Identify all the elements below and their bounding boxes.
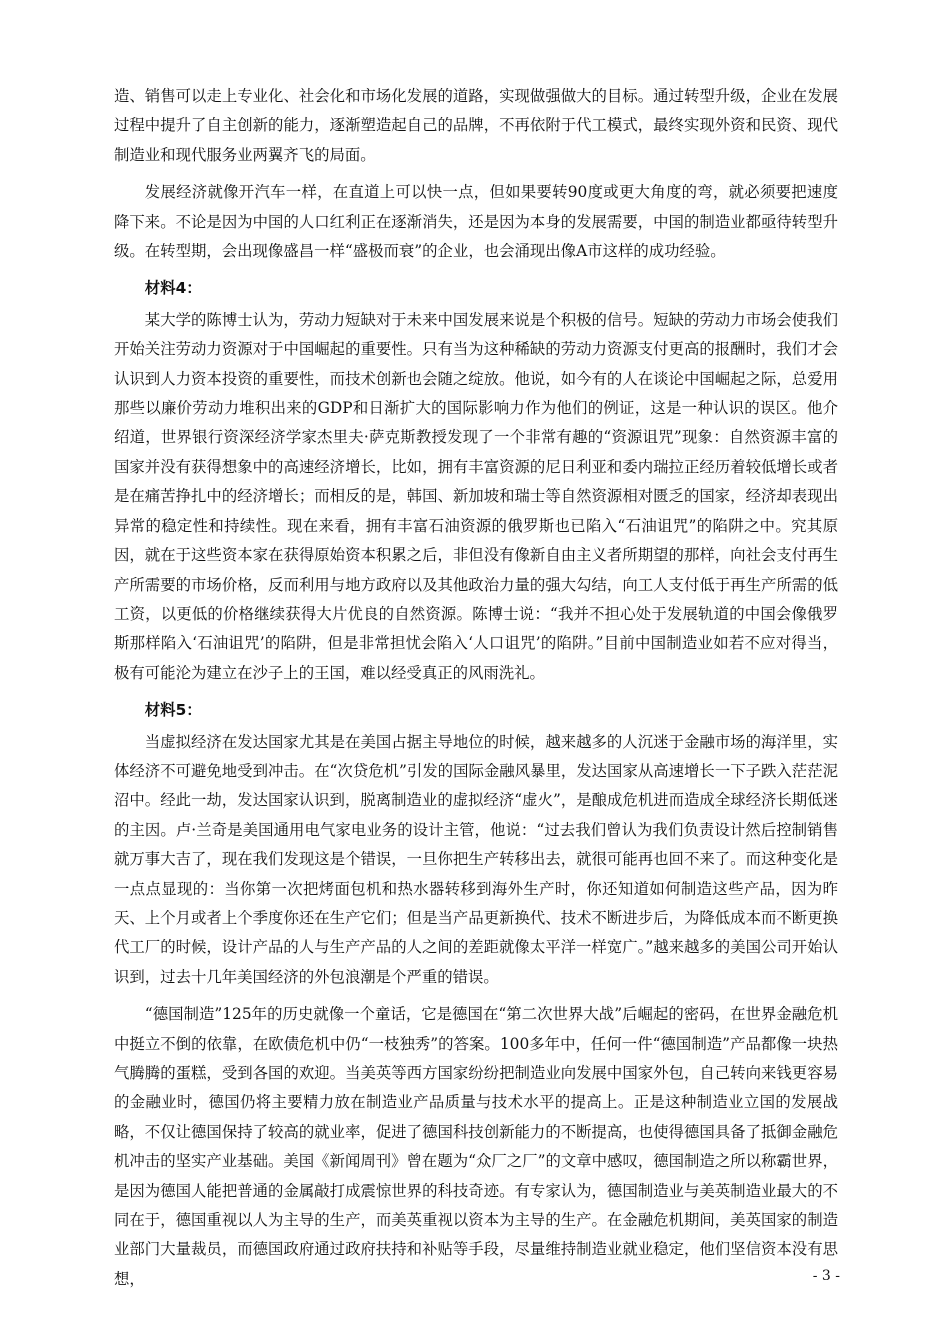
paragraph-german-manufacturing: “德国制造”125年的历史就像一个童话，它是德国在“第二次世界大战”后崛起的密码，在世界金融危机中挺立不倒的依靠，在欧债危机中仍“一枝独秀”的答案。100多年中，任何一件“德国制造”产品都像一块热气腾腾的蛋糕，受到各国的欢迎。当美英等西方国家纷纷把制造业向发展中国家外包，自己转向来钱更容易的金融业时，德国仍将主要精力放在制造业产品质量与技术水平的提高上。正是这种制造业立国的发展战略，不仅让德国保持了较高的就业率，促进了德国科技创新能力的不断提高，也使得德国具备了抵御金融危机冲击的坚实产业基础。美国《新闻周刊》曾在题为“众厂之厂”的文章中感叹，德国制造之所以称霸世界，是因为德国人能把普通的金属敲打成震惊世界的科技奇迹。有专家认为，德国制造业与美英制造业最大的不同在于，德国重视以人为主导的生产，而美英重视以资本为主导的生产。在金融危机期间，美英国家的制造业部门大量裁员，而德国政府通过政府扶持和补贴等手段，尽量维持制造业就业稳定，他们坚信资本没有思想，	[114, 1005, 838, 1288]
page-number: - 3 -	[812, 1268, 840, 1284]
material-4-heading: 材料4：	[144, 279, 202, 298]
paragraph-economy-analogy: 发展经济就像开汽车一样，在直道上可以快一点，但如果要转90度或更大角度的弯，就必须要把速度降下来。不论是因为中国的人口红利正在逐渐消失，还是因为本身的发展需要，中国的制造业都亟待转型升级。在转型期，会出现像盛昌一样“盛极而衰”的企业，也会涌现出像A市这样的成功经验。	[114, 183, 838, 261]
paragraph-virtual-economy: 当虚拟经济在发达国家尤其是在美国占据主导地位的时候，越来越多的人沉迷于金融市场的海洋里，实体经济不可避免地受到冲击。在“次贷危机”引发的国际金融风暴里，发达国家从高速增长一下子跌入茫茫泥沼中。经此一劫，发达国家认识到，脱离制造业的虚拟经济“虚火”，是酿成危机进而造成全球经济长期低迷的主因。卢·兰奇是美国通用电气家电业务的设计主管，他说：“过去我们曾认为我们负责设计然后控制销售就万事大吉了，现在我们发现这是个错误，一旦你把生产转移出去，就很可能再也回不来了。而这种变化是一点点显现的：当你第一次把烤面包机和热水器转移到海外生产时，你还知道如何制造这些产品，因为昨天、上个月或者上个季度你还在生产它们；但是当产品更新换代、技术不断进步后，为降低成本而不断更换代工厂的时候，设计产品的人与生产产品的人之间的差距就像太平洋一样宽广。”越来越多的美国公司开始认识到，过去十几年美国经济的外包浪潮是个严重的错误。	[114, 732, 838, 986]
document-body	[114, 82, 838, 1294]
paragraph-continuation: 造、销售可以走上专业化、社会化和市场化发展的道路，实现做强做大的目标。通过转型升级，企业在发展过程中提升了自主创新的能力，逐渐塑造起自己的品牌，不再依附于代工模式，最终实现外资和民资、现代制造业和现代服务业两翼齐飞的局面。	[114, 87, 838, 164]
material-5-heading: 材料5：	[144, 701, 202, 720]
paragraph-material-4: 某大学的陈博士认为，劳动力短缺对于未来中国发展来说是个积极的信号。短缺的劳动力市场会使我们开始关注劳动力资源对于中国崛起的重要性。只有当为这种稀缺的劳动力资源支付更高的报酬时，我们才会认识到人力资本投资的重要性，而技术创新也会随之绽放。他说，如今有的人在谈论中国崛起之际，总爱用那些以廉价劳动力堆积出来的GDP和日渐扩大的国际影响力作为他们的例证，这是一种认识的误区。他介绍道，世界银行资深经济学家杰里夫·萨克斯教授发现了一个非常有趣的“资源诅咒”现象：自然资源丰富的国家并没有获得想象中的高速经济增长，比如，拥有丰富资源的尼日利亚和委内瑞拉正经历着较低增长或者是在痛苦挣扎中的经济增长；而相反的是，韩国、新加坡和瑞士等自然资源相对匮乏的国家，经济却表现出异常的稳定性和持续性。现在来看，拥有丰富石油资源的俄罗斯也已陷入“石油诅咒”的陷阱之中。究其原因，就在于这些资本家在获得原始资本积累之后，非但没有像新自由主义者所期望的那样，向社会支付再生产所需要的市场价格，反而利用与地方政府以及其他政治力量的强大勾结，向工人支付低于再生产所需的低工资，以更低的价格继续获得大片优良的自然资源。陈博士说：“我并不担心处于发展轨道的中国会像俄罗斯那样陷入‘石油诅咒’的陷阱，但是非常担忧会陷入‘人口诅咒’的陷阱。”目前中国制造业如若不应对得当，极有可能沦为建立在沙子上的王国，难以经受真正的风雨洗礼。	[114, 310, 838, 682]
